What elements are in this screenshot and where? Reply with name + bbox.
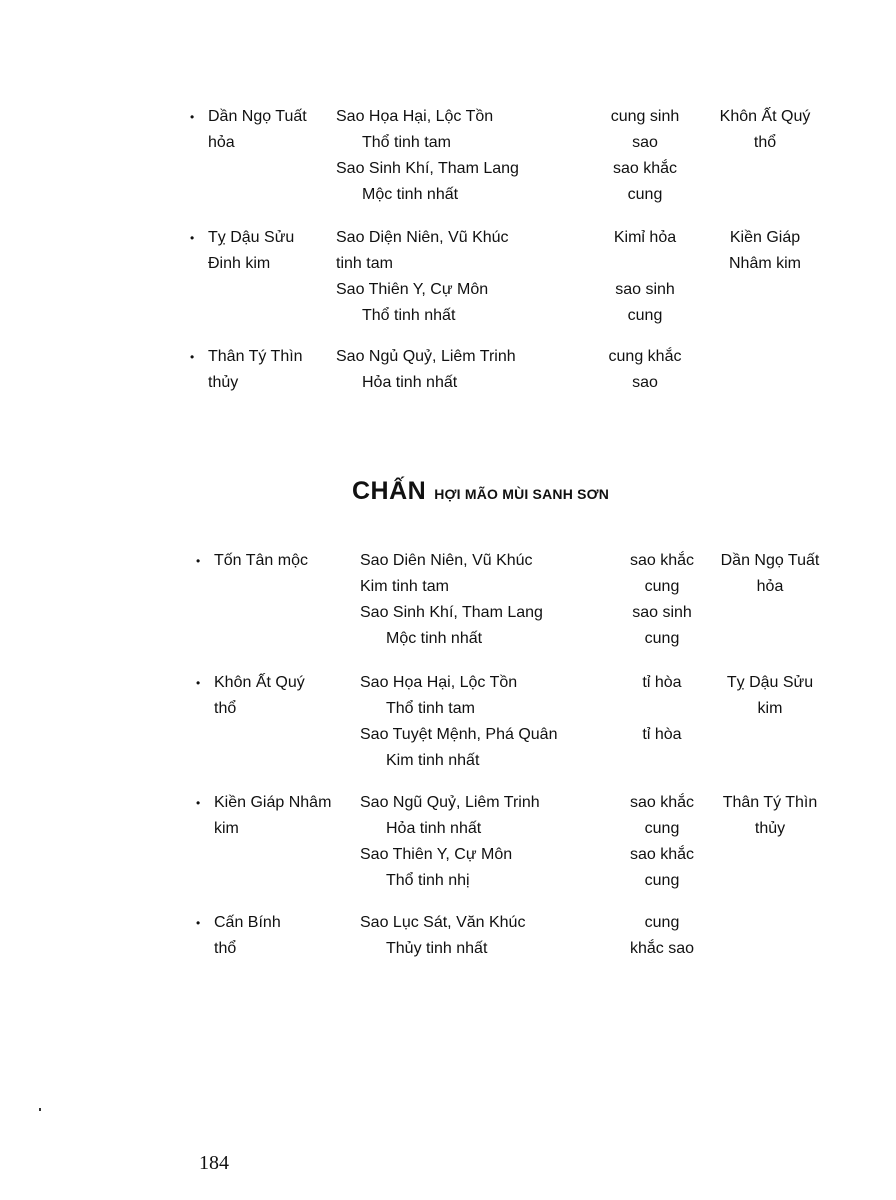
scan-speck — [39, 1108, 41, 1111]
bullet-icon: • — [196, 676, 201, 690]
bullet-icon: • — [190, 231, 195, 245]
relation-line: sao sinh — [632, 604, 692, 621]
target-direction-line: Tỵ Dậu Sửu — [726, 674, 814, 691]
star-info-line: Sao Diên Niên, Vũ Khúc — [360, 552, 533, 569]
star-info-line: Thổ tinh nhị — [386, 872, 470, 889]
page-number: 184 — [199, 1152, 229, 1174]
relation-line: cung khắc — [608, 348, 682, 365]
star-info-line: Sao Sinh Khí, Tham Lang — [360, 604, 543, 621]
direction-name-line: Thân Tý Thìn — [208, 348, 303, 365]
direction-name-line: hỏa — [208, 134, 235, 151]
target-direction-line: kim — [757, 700, 783, 717]
relation-line: sao khắc — [629, 846, 695, 863]
relation-line: sao — [632, 134, 658, 151]
star-info-line: Kim tinh tam — [360, 578, 449, 595]
direction-name-line: thổ — [214, 940, 237, 957]
bullet-icon: • — [196, 916, 201, 930]
direction-name-line: Đinh kim — [208, 255, 271, 272]
bullet-icon: • — [190, 350, 195, 364]
star-info-line: Thổ tinh tam — [362, 134, 451, 151]
relation-line: sao khắc — [629, 552, 695, 569]
direction-name-line: Dần Ngọ Tuất — [208, 108, 307, 125]
relation-line: cung — [644, 820, 680, 837]
bullet-icon: • — [196, 796, 201, 810]
direction-name-line: kim — [214, 820, 239, 837]
relation-line: cung — [644, 630, 680, 647]
star-info-line: Thổ tinh nhất — [362, 307, 456, 324]
star-info-line: Sao Tuyệt Mệnh, Phá Quân — [360, 726, 558, 743]
star-info-line: Sao Thiên Y, Cự Môn — [336, 281, 489, 298]
target-direction-line: Kiền Giáp — [729, 229, 801, 246]
direction-name-line: Khôn Ất Quý — [214, 674, 305, 691]
star-info-line: tinh tam — [336, 255, 393, 272]
relation-line: sao khắc — [612, 160, 678, 177]
star-info-line: Thủy tinh nhất — [386, 940, 488, 957]
heading-title: CHẤN — [352, 477, 427, 505]
star-info-line: Sao Ngũ Quỷ, Liêm Trinh — [360, 794, 540, 811]
relation-line: cung — [627, 186, 663, 203]
target-direction-line: thổ — [753, 134, 777, 151]
relation-line: sao — [632, 374, 658, 391]
relation-line: tỉ hòa — [642, 726, 682, 743]
target-direction-line: Khôn Ất Quý — [719, 108, 811, 125]
star-info-line: Sao Diện Niên, Vũ Khúc — [336, 229, 509, 246]
star-info-line: Thổ tinh tam — [386, 700, 475, 717]
star-info-line: Sao Thiên Y, Cự Môn — [360, 846, 513, 863]
star-info-line: Hỏa tinh nhất — [362, 374, 458, 391]
direction-name-line: Tỵ Dậu Sửu — [208, 229, 295, 246]
star-info-line: Sao Họa Hại, Lộc Tồn — [336, 108, 494, 125]
bullet-icon: • — [196, 554, 201, 568]
section-heading — [352, 478, 609, 508]
target-direction-line: Dần Ngọ Tuất — [720, 552, 820, 569]
relation-line: sao sinh — [615, 281, 675, 298]
relation-line: tỉ hòa — [642, 674, 682, 691]
star-info-line: Sao Lục Sát, Văn Khúc — [360, 914, 526, 931]
relation-line: cung — [644, 872, 680, 889]
relation-line: cung — [644, 578, 680, 595]
direction-name-line: Tốn Tân mộc — [214, 552, 308, 569]
target-direction-line: Nhâm kim — [728, 255, 801, 272]
direction-name-line: Cấn Bính — [214, 914, 281, 931]
target-direction-line: Thân Tý Thìn — [722, 794, 818, 811]
relation-line: cung sinh — [610, 108, 680, 125]
star-info-line: Sao Ngủ Quỷ, Liêm Trinh — [336, 348, 516, 365]
star-info-line: Sao Họa Hại, Lộc Tồn — [360, 674, 518, 691]
bullet-icon: • — [190, 110, 195, 124]
relation-line: Kimỉ hỏa — [613, 229, 677, 246]
relation-line: khắc sao — [629, 940, 695, 957]
direction-name-line: thổ — [214, 700, 237, 717]
target-direction-line: hỏa — [756, 578, 784, 595]
star-info-line: Hỏa tinh nhất — [386, 820, 482, 837]
direction-name-line: Kiền Giáp Nhâm — [214, 794, 332, 811]
relation-line: cung — [644, 914, 680, 931]
direction-name-line: thủy — [208, 374, 239, 391]
star-info-line: Sao Sinh Khí, Tham Lang — [336, 160, 519, 177]
heading-subtitle: HỢI MÃO MÙI SANH SƠN — [434, 486, 610, 502]
relation-line: sao khắc — [629, 794, 695, 811]
target-direction-line: thủy — [754, 820, 786, 837]
relation-line — [582, 748, 742, 774]
relation-line: cung — [627, 307, 663, 324]
star-info-line: Kim tinh nhất — [386, 752, 480, 769]
star-info-line: Mộc tinh nhất — [386, 630, 483, 647]
star-info-line: Mộc tinh nhất — [362, 186, 459, 203]
